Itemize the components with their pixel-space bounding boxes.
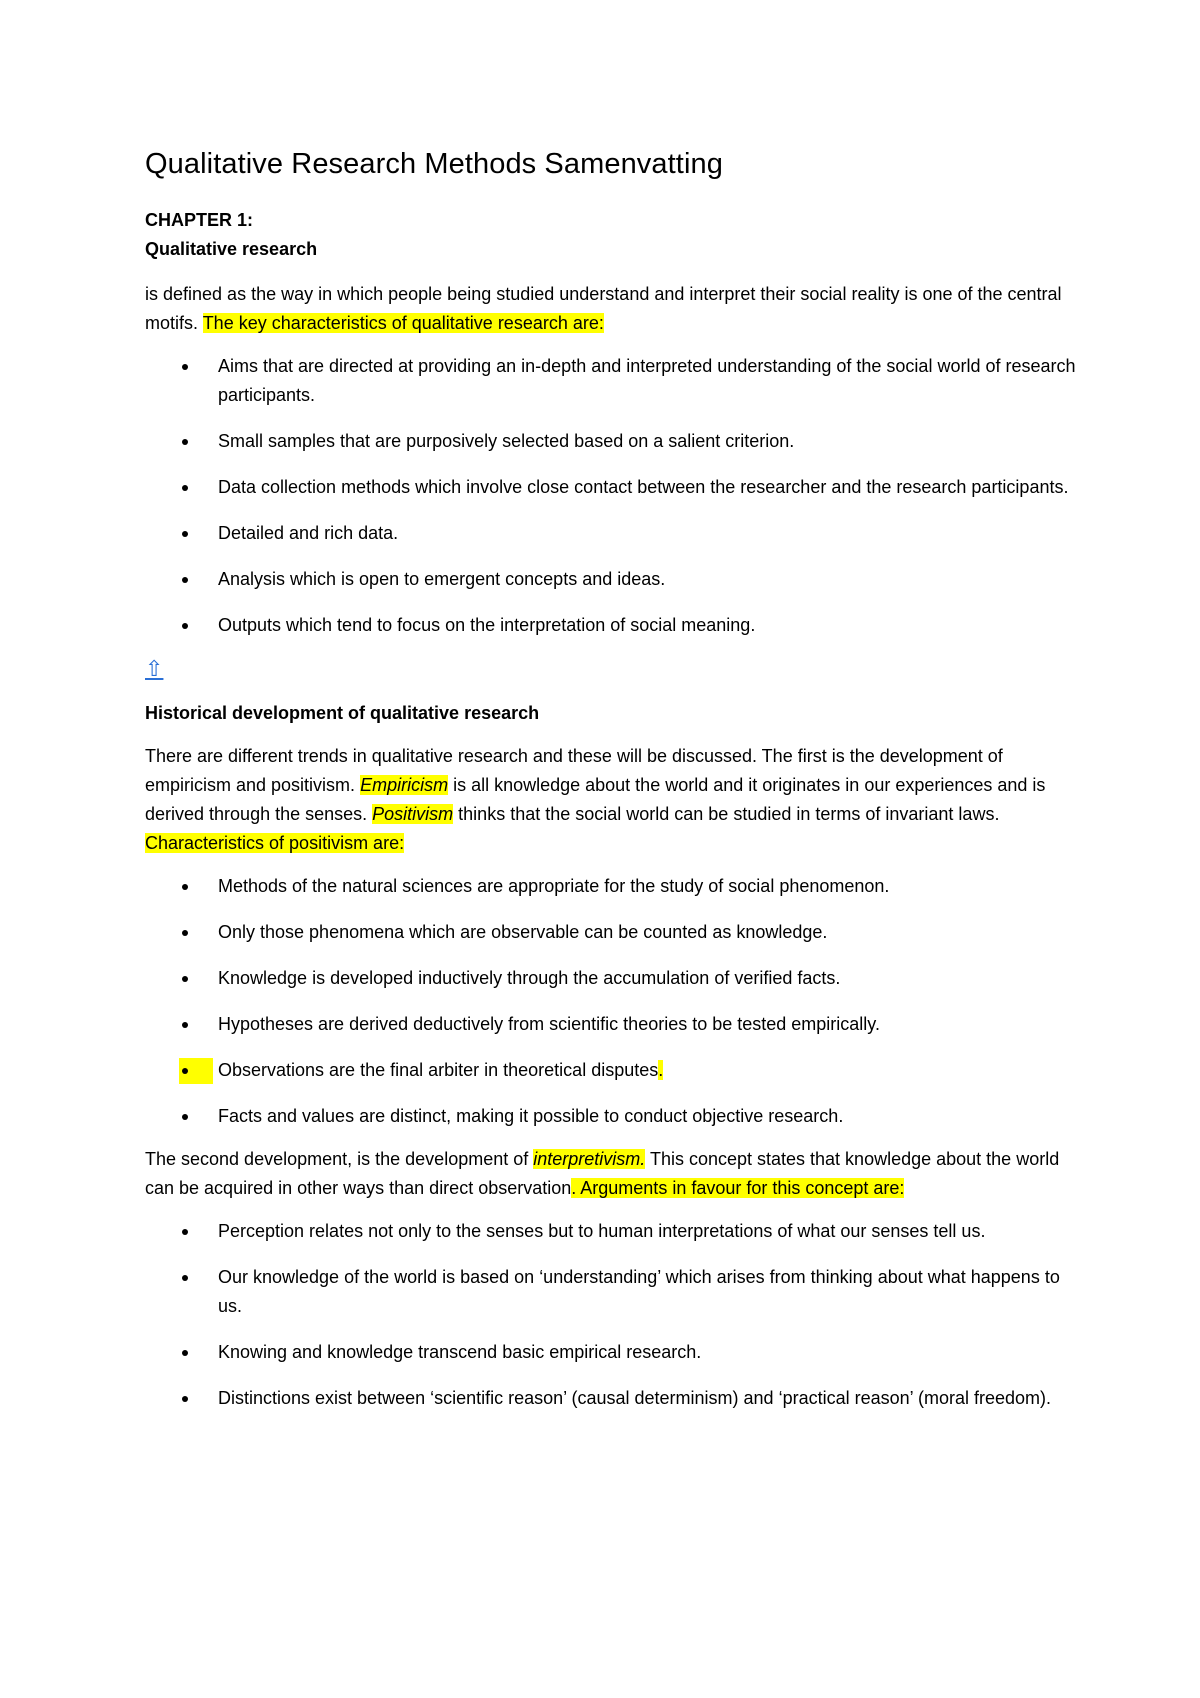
section2-paragraph-1 bbox=[145, 742, 1080, 858]
bullet-icon bbox=[182, 1068, 188, 1074]
bullet-icon bbox=[182, 930, 188, 936]
bullet-icon bbox=[182, 1229, 188, 1235]
bullet-icon bbox=[182, 439, 188, 445]
list-item-text: Distinctions exist between ‘scientific reason’ (causal determinism) and ‘practical reason’ (moral freedom). bbox=[218, 1388, 1051, 1408]
list-item bbox=[145, 352, 1080, 410]
list-item bbox=[145, 1384, 1080, 1413]
list-item bbox=[145, 611, 1080, 640]
intro-text: is defined as the way in which people being studied understand and interpret their social reality is one of the central motifs. bbox=[145, 284, 1062, 333]
list-item-text: Observations are the final arbiter in theoretical disputes bbox=[218, 1060, 659, 1080]
list-item-text: Detailed and rich data. bbox=[218, 523, 399, 543]
bullet-icon bbox=[182, 1275, 188, 1281]
term-empiricism: Empiricism bbox=[360, 775, 449, 795]
paragraph-text: thinks that the social world can be studied in terms of invariant laws. bbox=[453, 804, 1000, 824]
list-item bbox=[145, 918, 1080, 947]
list-item bbox=[145, 1263, 1080, 1321]
list-item-highlight: . bbox=[658, 1060, 664, 1080]
bullet-icon bbox=[182, 1350, 188, 1356]
list-item bbox=[145, 964, 1080, 993]
document-content bbox=[145, 144, 1080, 1413]
list-item-text: Perception relates not only to the senses but to human interpretations of what our senses tell us. bbox=[218, 1221, 986, 1241]
bullet-icon bbox=[182, 531, 188, 537]
section2-paragraph-2 bbox=[145, 1145, 1080, 1203]
list-item bbox=[145, 1338, 1080, 1367]
section-heading-historical-development: Historical development of qualitative research bbox=[145, 703, 540, 723]
list-item bbox=[145, 1010, 1080, 1039]
list-item-text: Knowledge is developed inductively through the accumulation of verified facts. bbox=[218, 968, 841, 988]
paragraph-text: is all knowledge about the world and it originates in our experiences and is derived through the senses. bbox=[145, 775, 1046, 824]
paragraph-text: There are different trends in qualitative research and these will be discussed. The first is the development of empiricism and positivism. bbox=[145, 746, 1003, 795]
paragraph-text: The second development, is the development of bbox=[145, 1149, 534, 1169]
list-item-text: Methods of the natural sciences are appropriate for the study of social phenomenon. bbox=[218, 876, 890, 896]
term-interpretivism: interpretivism. bbox=[533, 1149, 646, 1169]
bullet-icon bbox=[182, 577, 188, 583]
bullet-icon bbox=[182, 623, 188, 629]
list-item-text: Aims that are directed at providing an in-depth and interpreted understanding of the social world of research participants. bbox=[218, 356, 1076, 405]
paragraph-text: This concept states that knowledge about the world can be acquired in other ways than direct observation bbox=[145, 1149, 1060, 1198]
bullet-icon bbox=[182, 1114, 188, 1120]
bullet-icon bbox=[182, 364, 188, 370]
back-to-top-arrow-icon[interactable]: ⇧ bbox=[145, 656, 164, 681]
document-title: Qualitative Research Methods Samenvatting bbox=[145, 148, 723, 180]
list-item-text: Data collection methods which involve close contact between the researcher and the research participants. bbox=[218, 477, 1069, 497]
bullet-icon bbox=[182, 1396, 188, 1402]
interpretivism-highlight: . Arguments in favour for this concept are: bbox=[571, 1178, 905, 1198]
list-item-text: Analysis which is open to emergent concepts and ideas. bbox=[218, 569, 666, 589]
list-item-text: Outputs which tend to focus on the interpretation of social meaning. bbox=[218, 615, 756, 635]
section1-intro-paragraph bbox=[145, 280, 1080, 338]
term-positivism: Positivism bbox=[372, 804, 454, 824]
list-item bbox=[145, 1056, 1080, 1085]
interpretivism-arguments-list bbox=[145, 1217, 1080, 1413]
list-item-text: Facts and values are distinct, making it possible to conduct objective research. bbox=[218, 1106, 844, 1126]
list-item bbox=[145, 519, 1080, 548]
list-item bbox=[145, 872, 1080, 901]
bullet-icon bbox=[182, 1022, 188, 1028]
list-item bbox=[145, 565, 1080, 594]
list-item-text: Hypotheses are derived deductively from scientific theories to be tested empirically. bbox=[218, 1014, 880, 1034]
list-item-text: Small samples that are purposively selected based on a salient criterion. bbox=[218, 431, 795, 451]
bullet-icon bbox=[182, 976, 188, 982]
list-item bbox=[145, 1102, 1080, 1131]
bullet-icon bbox=[182, 485, 188, 491]
list-item bbox=[145, 427, 1080, 456]
list-item bbox=[145, 473, 1080, 502]
intro-highlight: The key characteristics of qualitative research are: bbox=[202, 313, 604, 333]
list-item bbox=[145, 1217, 1080, 1246]
list-item-text: Only those phenomena which are observable can be counted as knowledge. bbox=[218, 922, 828, 942]
positivism-highlight: Characteristics of positivism are: bbox=[145, 833, 405, 853]
qualitative-characteristics-list bbox=[145, 352, 1080, 640]
list-item-text: Knowing and knowledge transcend basic empirical research. bbox=[218, 1342, 702, 1362]
chapter-label: CHAPTER 1: bbox=[145, 210, 254, 230]
section-heading-qualitative-research: Qualitative research bbox=[145, 239, 318, 259]
positivism-characteristics-list bbox=[145, 872, 1080, 1131]
list-item-text: Our knowledge of the world is based on ‘understanding’ which arises from thinking about what happens to us. bbox=[218, 1267, 1060, 1316]
bullet-icon bbox=[182, 884, 188, 890]
